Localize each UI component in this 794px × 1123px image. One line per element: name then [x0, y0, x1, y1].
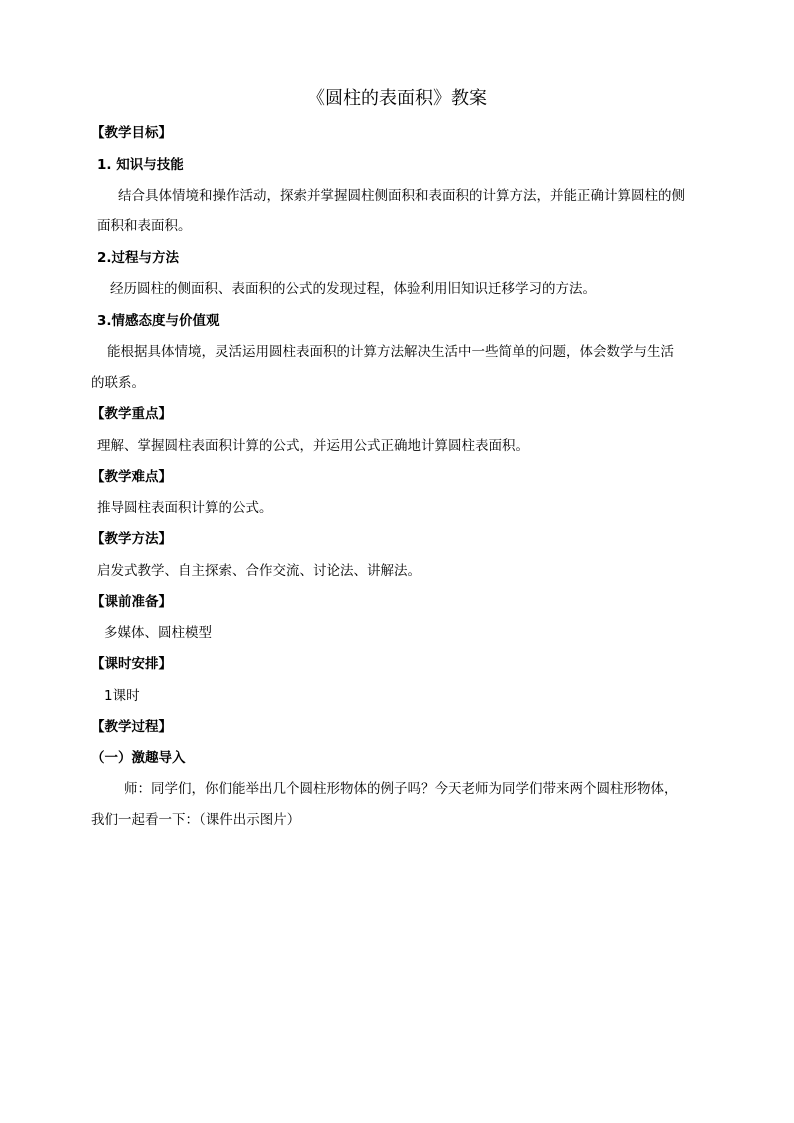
objective-3-text-line2: 的联系。: [91, 375, 145, 391]
method-text: 启发式教学、自主探索、合作交流、讨论法、讲解法。: [97, 563, 421, 579]
process-subheading-intro: （一）激趣导入: [91, 750, 186, 766]
difficulty-text: 推导圆柱表面积计算的公式。: [97, 500, 273, 516]
document-title: 《圆柱的表面积》教案: [307, 88, 487, 109]
objective-1-heading: 1. 知识与技能: [97, 157, 184, 173]
process-text-line2: 我们一起看一下：（课件出示图片）: [91, 812, 301, 828]
objective-1-text-line1: 结合具体情境和操作活动，探索并掌握圆柱侧面积和表面积的计算方法，并能正确计算圆柱的侧: [118, 188, 685, 204]
objectives-heading: 【教学目标】: [91, 125, 172, 141]
preparation-text: 多媒体、圆柱模型: [104, 625, 212, 641]
schedule-text: 1课时: [104, 688, 140, 704]
difficulty-heading: 【教学难点】: [91, 469, 172, 485]
objective-2-heading: 2.过程与方法: [97, 250, 180, 266]
key-points-heading: 【教学重点】: [91, 406, 172, 422]
objective-2-text: 经历圆柱的侧面积、表面积的公式的发现过程，体验利用旧知识迁移学习的方法。: [110, 281, 596, 297]
key-points-text: 理解、掌握圆柱表面积计算的公式，并运用公式正确地计算圆柱表面积。: [97, 438, 529, 454]
method-heading: 【教学方法】: [91, 531, 172, 547]
objective-3-heading: 3.情感态度与价值观: [97, 313, 220, 329]
preparation-heading: 【课前准备】: [91, 594, 172, 610]
process-heading: 【教学过程】: [91, 719, 172, 735]
schedule-heading: 【课时安排】: [91, 656, 172, 672]
objective-3-text-line1: 能根据具体情境，灵活运用圆柱表面积的计算方法解决生活中一些简单的问题，体会数学与生活: [107, 344, 674, 360]
objective-1-text-line2: 面积和表面积。: [97, 218, 192, 234]
process-text-line1: 师：同学们，你们能举出几个圆柱形物体的例子吗？今天老师为同学们带来两个圆柱形物体，: [124, 781, 678, 797]
